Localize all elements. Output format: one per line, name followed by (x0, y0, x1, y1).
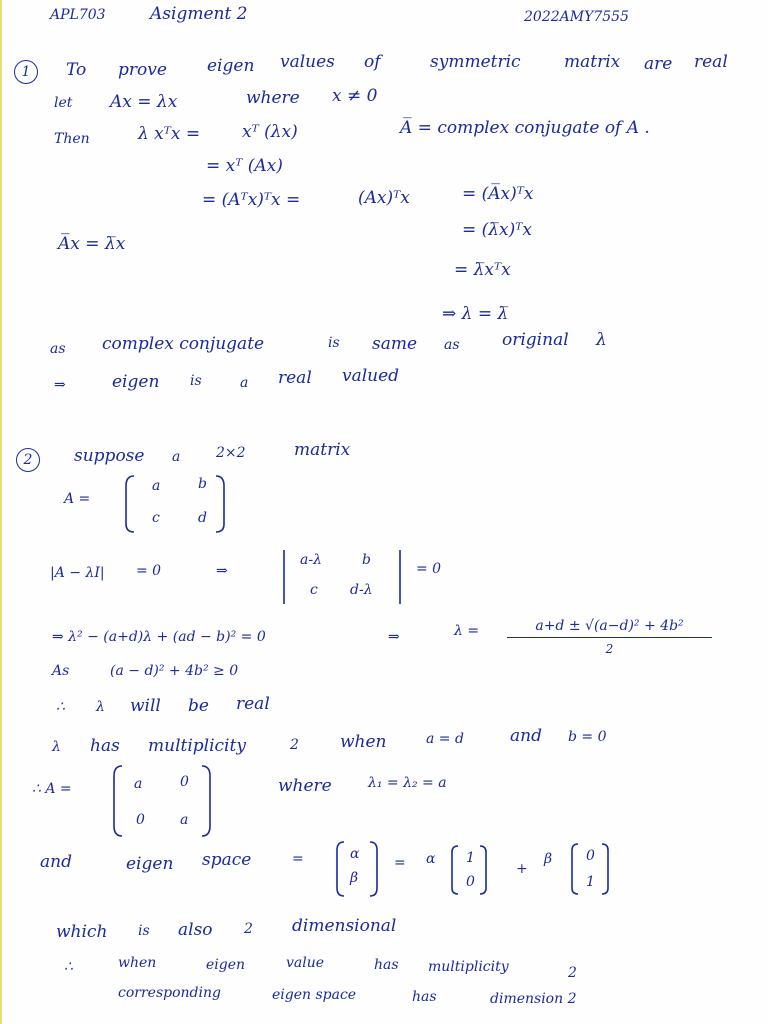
q1-text: as (50, 341, 66, 357)
q1-text: same (372, 334, 418, 354)
matrix-cell: 0 (136, 812, 145, 828)
determinant-cell: a-λ (300, 552, 322, 568)
characteristic-equation: ⇒ λ² − (a+d)λ + (ad − b)² = 0 (52, 629, 266, 645)
vector-cell: α (350, 846, 360, 862)
matrix-label: ∴ A = (32, 781, 72, 797)
matrix-cell: b (198, 476, 207, 492)
q2-text: real (236, 694, 270, 714)
matrix-brackets (108, 762, 218, 840)
q2-text: multiplicity (428, 959, 509, 975)
q1-text: is (190, 373, 202, 389)
q1-text: original (502, 330, 569, 350)
q1-equation: = (A̅x)ᵀx (462, 184, 534, 204)
q2-equation: a = d (426, 731, 464, 747)
q1-conclusion: ⇒ λ = λ̅ (442, 304, 509, 324)
matrix-cell: a (134, 776, 143, 792)
q2-text: dimension 2 (490, 991, 577, 1007)
q1-word: values (280, 52, 335, 72)
determinant-bars (278, 546, 408, 608)
matrix-brackets (120, 472, 230, 536)
q1-equation: = (Aᵀx)ᵀx = (202, 190, 301, 210)
vector-cell: 0 (466, 874, 475, 890)
q2-text: eigen space (272, 987, 357, 1003)
q2-equation: ⇒ (388, 629, 400, 645)
formula-numerator: a+d ± √(a−d)² + 4b² (507, 618, 712, 638)
q2-equation: β (544, 851, 553, 867)
q2-text: which (56, 922, 108, 942)
q1-equation: Ax = λx (110, 92, 178, 112)
q2-text: and (40, 852, 72, 872)
course-code: APL703 (50, 7, 106, 23)
vector-cell: β (350, 870, 359, 886)
q2-equation: = 0 (416, 561, 442, 577)
matrix-cell: 0 (180, 774, 189, 790)
q1-word: of (364, 52, 381, 72)
q2-text: will (130, 696, 161, 716)
matrix-label: A = (64, 491, 91, 507)
matrix-cell: c (152, 510, 160, 526)
q2-text: a (172, 449, 181, 465)
assignment-title: Asigment 2 (150, 4, 248, 24)
q2-text: when (118, 955, 157, 971)
q1-equation: = λ̅xᵀx (454, 260, 511, 280)
q2-text: eigen (126, 854, 174, 874)
determinant-cell: b (362, 552, 371, 568)
q1-word: symmetric (430, 52, 521, 72)
determinant-cell: d-λ (350, 582, 373, 598)
vector-cell: 1 (586, 874, 595, 890)
q2-equation: α (426, 851, 436, 867)
q1-text: where (246, 88, 300, 108)
q2-text: matrix (294, 440, 351, 460)
q1-equation: x ≠ 0 (332, 86, 378, 106)
q2-text: when (340, 732, 387, 752)
q1-word: real (694, 52, 728, 72)
q2-text: has (412, 989, 437, 1005)
q2-text: and (510, 726, 542, 746)
q2-text: space (202, 850, 252, 870)
q2-equation: λ₁ = λ₂ = a (368, 775, 447, 791)
q2-text: multiplicity (148, 736, 246, 756)
roll-number: 2022AMY7555 (524, 9, 629, 25)
q2-equation: = (394, 855, 406, 871)
q2-equation: ⇒ (216, 563, 228, 579)
q2-text: has (374, 957, 399, 973)
q2-text: ∴ (56, 699, 65, 715)
q2-text: As (52, 663, 70, 679)
eigenvalue-formula (507, 618, 712, 656)
q2-text: suppose (74, 446, 145, 466)
question-number-1: 1 (14, 60, 38, 84)
q1-text: real (278, 368, 312, 388)
q2-text: eigen (206, 957, 246, 973)
q2-text: λ (96, 699, 105, 715)
q2-text: 2 (290, 737, 299, 753)
q1-text: let (54, 95, 73, 111)
q1-text: Then (54, 131, 90, 147)
q1-text: complex conjugate (102, 334, 265, 354)
formula-denominator: 2 (605, 642, 614, 656)
vector-cell: 0 (586, 848, 595, 864)
q1-text: as (444, 337, 460, 353)
q2-text: value (286, 955, 325, 971)
q1-equation: = (λ̅x)ᵀx (462, 220, 533, 240)
q2-text: ∴ (64, 959, 73, 975)
q2-equation: |A − λI| (50, 565, 105, 581)
q2-text: dimensional (292, 916, 397, 936)
q1-word: matrix (564, 52, 621, 72)
q1-word: are (644, 54, 673, 74)
q2-equation: = 0 (136, 563, 162, 579)
q2-equation: λ = (454, 623, 480, 639)
determinant-cell: c (310, 582, 318, 598)
q2-text: corresponding (118, 985, 221, 1001)
q1-text: λ (596, 330, 607, 350)
matrix-cell: a (152, 478, 161, 494)
q1-word: eigen (207, 56, 255, 76)
q1-word: prove (118, 60, 167, 80)
q2-equation: + (516, 861, 528, 877)
q2-text: 2 (568, 965, 577, 981)
q2-equation: b = 0 (568, 729, 607, 745)
q2-equation: (a − d)² + 4b² ≥ 0 (110, 663, 239, 679)
q2-text: 2×2 (216, 445, 246, 461)
question-number-2: 2 (16, 448, 40, 472)
q1-equation: λ xᵀx = (138, 124, 201, 144)
q2-text: 2 (244, 921, 253, 937)
q1-text: is (328, 335, 340, 351)
q2-text: be (188, 696, 209, 716)
q1-equation: (Ax)ᵀx (358, 188, 410, 208)
matrix-cell: d (198, 510, 207, 526)
vector-cell: 1 (466, 850, 475, 866)
q2-text: has (90, 736, 120, 756)
q2-equation: = (292, 851, 304, 867)
q1-text: valued (342, 366, 400, 386)
matrix-cell: a (180, 812, 189, 828)
q1-equation: = xᵀ (Ax) (206, 156, 283, 176)
q1-text: eigen (112, 372, 160, 392)
q2-text: λ (52, 739, 61, 755)
q2-text: also (178, 920, 213, 940)
q2-text: where (278, 776, 332, 796)
q1-text: ⇒ (54, 377, 66, 393)
q1-equation: xᵀ (λx) (242, 122, 298, 142)
q2-text: is (138, 923, 150, 939)
q1-word: To (66, 60, 87, 80)
q1-text: a (240, 375, 249, 391)
q1-definition: A̅ = complex conjugate of A . (400, 118, 650, 138)
q1-equation: A̅x = λ̅x (58, 234, 126, 254)
